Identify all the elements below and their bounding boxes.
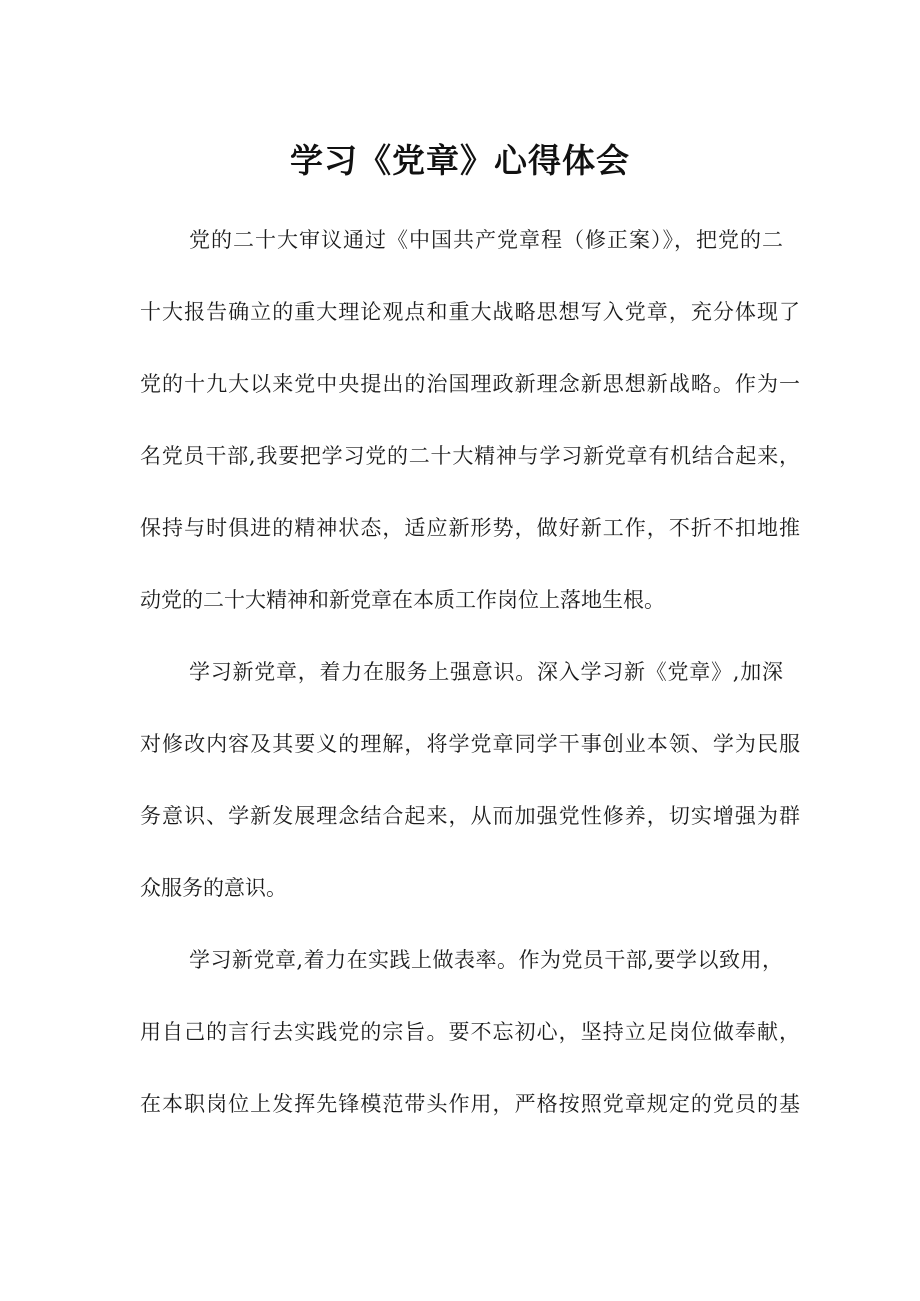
- paragraph-line: 动党的二十大精神和新党章在本质工作岗位上落地生根。: [140, 588, 665, 612]
- paragraph-line: 对修改内容及其要义的理解，将学党章同学干事创业本领、学为民服: [140, 732, 800, 756]
- paragraph-line: 用自己的言行去实践党的宗旨。要不忘初心，坚持立足岗位做奉献，: [140, 1020, 800, 1044]
- document-title: 学习《党章》心得体会: [290, 141, 630, 180]
- paragraph-line: 十大报告确立的重大理论观点和重大战略思想写入党章，充分体现了: [140, 300, 800, 324]
- paragraph-line: 众服务的意识。: [140, 876, 287, 900]
- paragraph-line: 名党员干部,我要把学习党的二十大精神与学习新党章有机结合起来，: [140, 444, 800, 468]
- paragraph-line: 保持与时俱进的精神状态，适应新形势，做好新工作，不折不扣地推: [140, 516, 800, 540]
- paragraph-line: 学习新党章，着力在服务上强意识。深入学习新《党章》,加深: [189, 660, 783, 684]
- paragraph-line: 学习新党章,着力在实践上做表率。作为党员干部,要学以致用，: [189, 948, 783, 972]
- paragraph-line: 党的十九大以来党中央提出的治国理政新理念新思想新战略。作为一: [140, 372, 800, 396]
- paragraph-line: 务意识、学新发展理念结合起来，从而加强党性修养，切实增强为群: [140, 804, 800, 828]
- paragraph-line: 在本职岗位上发挥先锋模范带头作用，严格按照党章规定的党员的基: [140, 1092, 800, 1116]
- paragraph-line: 党的二十大审议通过《中国共产党章程（修正案）》，把党的二: [189, 228, 783, 252]
